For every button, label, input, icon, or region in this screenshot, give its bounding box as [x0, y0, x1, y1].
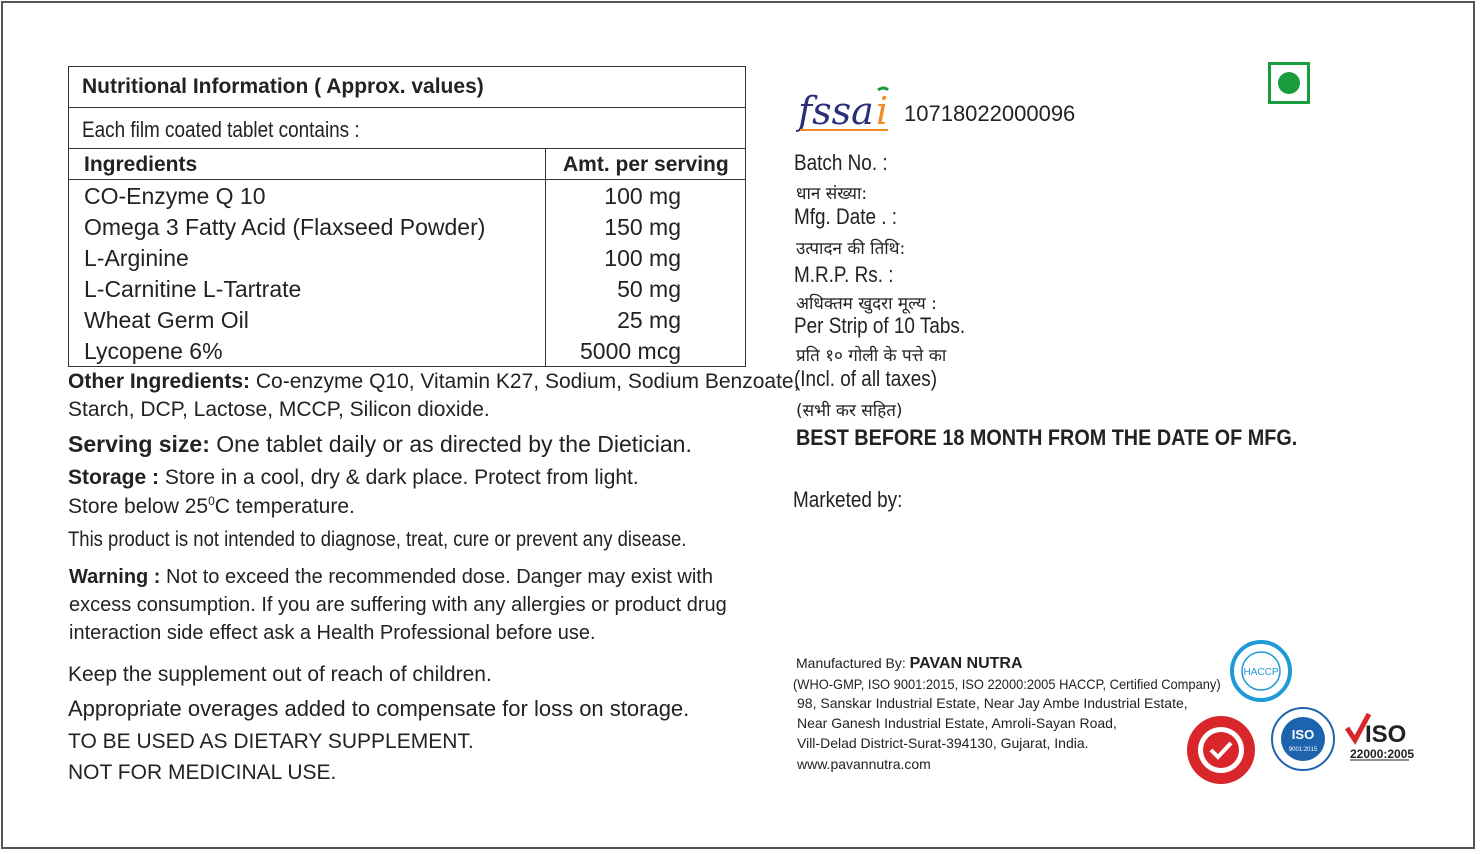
other-ingredients: Other Ingredients: Co-enzyme Q10, Vitamin K27, Sodium, Sodium Benzoate, — [68, 370, 800, 393]
incl-taxes: (Incl. of all taxes) — [794, 366, 938, 391]
manufacturer-certs: (WHO-GMP, ISO 9001:2015, ISO 22000:2005 HACCP, Certified Company) — [793, 676, 1221, 692]
table-row: CO-Enzyme Q 10 100 mg — [84, 183, 681, 209]
nutrition-table — [68, 66, 746, 367]
warning-line-3: interaction side effect ask a Health Professional before use. — [69, 622, 596, 644]
batch-no-hindi: धान संख्या: — [796, 184, 868, 204]
fssai-logo — [796, 84, 896, 141]
keep-away: Keep the supplement out of reach of children. — [68, 663, 492, 686]
manufactured-by: Manufactured By: PAVAN NUTRA — [796, 655, 1023, 672]
storage: Storage : Store in a cool, dry & dark place. Protect from light. — [68, 466, 639, 489]
col-amount: Amt. per serving — [563, 153, 729, 176]
svg-text:9001:2015: 9001:2015 — [1288, 747, 1318, 753]
batch-no: Batch No. : — [794, 150, 888, 175]
table-row: Omega 3 Fatty Acid (Flaxseed Powder) 150 mg — [84, 214, 681, 240]
mfg-date: Mfg. Date . : — [794, 204, 898, 229]
mfg-date-hindi: उत्पादन की तिथि: — [796, 239, 906, 259]
serving-size: Serving size: One tablet daily or as directed by the Dietician. — [68, 431, 692, 457]
mrp: M.R.P. Rs. : — [794, 262, 894, 287]
storage-temp: Store below $25^0C$ temperature. — [68, 494, 355, 518]
marketed-by: Marketed by: — [793, 487, 903, 512]
fssai-number: 10718022000096 — [904, 101, 1076, 126]
other-ingredients-cont: Starch, DCP, Lactose, MCCP, Silicon dioxide. — [68, 398, 490, 421]
per-strip: Per Strip of 10 Tabs. — [794, 313, 966, 338]
iso-9001-badge-icon — [1270, 706, 1336, 777]
dietary-note: TO BE USED AS DIETARY SUPPLEMENT. — [68, 730, 474, 753]
not-medicinal-note: NOT FOR MEDICINAL USE. — [68, 761, 337, 784]
contains-text: Each film coated tablet contains : — [82, 117, 360, 142]
svg-text:fssa: fssa — [798, 89, 874, 133]
table-row: L-Arginine 100 mg — [84, 245, 681, 271]
mrp-hindi: अधिक्तम खुदरा मूल्य : — [796, 294, 937, 314]
iso-22000-mark-icon — [1345, 712, 1415, 767]
col-ingredients: Ingredients — [84, 153, 198, 176]
haccp-badge-icon — [1230, 640, 1292, 707]
veg-symbol-icon — [1268, 62, 1310, 104]
manufacturer-address-2: Near Ganesh Industrial Estate, Amroli-Sayan Road, — [797, 715, 1117, 731]
per-strip-hindi: प्रति १० गोली के पत्ते का — [796, 346, 947, 366]
best-before: BEST BEFORE 18 MONTH FROM THE DATE OF MFG. — [796, 425, 1298, 450]
svg-text:i: i — [876, 89, 889, 133]
table-row: Lycopene 6% 5000 mcg — [84, 338, 681, 364]
incl-taxes-hindi: (सभी कर सहित) — [796, 401, 903, 421]
manufacturer-address-1: 98, Sanskar Industrial Estate, Near Jay Ambe Industrial Estate, — [797, 695, 1188, 711]
warning-line-2: excess consumption. If you are suffering with any allergies or product drug — [69, 594, 727, 616]
table-row: L-Carnitine L-Tartrate 50 mg — [84, 276, 681, 302]
svg-text:22000:2005: 22000:2005 — [1350, 747, 1415, 761]
table-row: Wheat Germ Oil 25 mg — [84, 307, 681, 333]
svg-text:HACCP: HACCP — [1243, 667, 1279, 678]
manufacturer-website: www.pavannutra.com — [797, 756, 931, 772]
manufacturer-address-3: Vill-Delad District-Surat-394130, Gujarat, India. — [797, 735, 1089, 751]
nutrition-title: Nutritional Information ( Approx. values) — [82, 75, 484, 98]
svg-text:ISO: ISO — [1291, 727, 1315, 742]
svg-text:ISO: ISO — [1365, 721, 1407, 748]
warning: Warning : Not to exceed the recommended dose. Danger may exist with — [69, 566, 713, 588]
who-gmp-badge-icon — [1183, 712, 1259, 793]
overages-note: Appropriate overages added to compensate for loss on storage. — [68, 696, 690, 721]
disclaimer: This product is not intended to diagnose, treat, cure or prevent any disease. — [68, 528, 687, 551]
